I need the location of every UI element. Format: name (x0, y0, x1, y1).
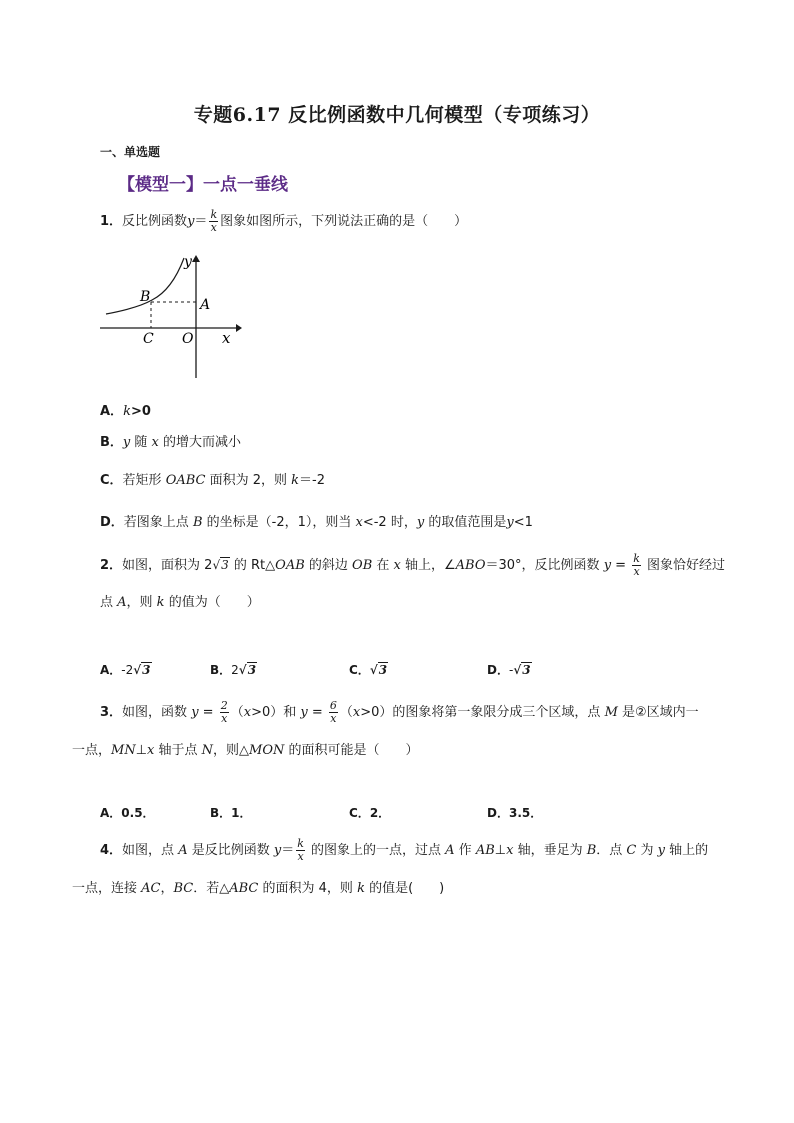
y-axis-arrow-icon (192, 255, 200, 262)
sqrt-icon: √3 (212, 558, 229, 572)
x-axis-arrow-icon (236, 324, 242, 332)
question-3-option-d: D．3.5． (487, 806, 543, 820)
sqrt-icon: √3 (513, 663, 531, 677)
question-1-option-b: B．y 随 x 的增大而减小 (100, 435, 242, 450)
question-2-option-d: D．-√3 (487, 663, 531, 677)
label-b: B (140, 289, 151, 305)
question-3-stem-line-2: 一点，MN⊥x 轴于点 N，则△MON 的面积可能是（ ） (72, 743, 419, 758)
sqrt-icon: √3 (133, 663, 151, 677)
hyperbola-curve (106, 258, 184, 314)
question-2-stem: 2．如图，面积为 2√3 的 Rt△OAB 的斜边 OB 在 x 轴上，∠ABO＝30°，反比例函数 y = $\frac{k}{x}$ 图象恰好经过 (100, 552, 726, 578)
question-2-option-c: C．√3 (349, 663, 388, 677)
label-y: y (184, 254, 192, 270)
question-3-stem: 3．如图，函数 y = $\frac{2}{x}$ （x>0）和 y = $\frac{6}{x}$ （x>0）的图象将第一象限分成三个区域，点 M 是②区域内一 (100, 699, 699, 725)
model-heading: 【模型一】一点一垂线 (118, 175, 288, 195)
question-1-stem: 1．反比例函数y＝ $\frac{k}{x}$ 图象如图所示，下列说法正确的是（ ） (100, 208, 468, 234)
question-3-option-c: C．2． (349, 806, 391, 820)
question-1-option-a: A．k>0 (100, 404, 151, 419)
question-number: 1． (100, 214, 123, 229)
question-1-option-c: C．若矩形 OABC 面积为 2，则 k＝-2 (100, 473, 326, 488)
fraction: $\frac{2}{x}$ (220, 699, 228, 725)
question-number: 2． (100, 558, 123, 573)
question-2-stem-line-2: 点 A，则 k 的值为（ ） (100, 595, 260, 610)
question-4-stem-line-2: 一点，连接 AC，BC．若△ABC 的面积为 4，则 k 的值是( ) (72, 881, 445, 896)
fraction: $\frac{k}{x}$ (633, 552, 640, 578)
sqrt-icon: √3 (238, 663, 257, 677)
question-3-option-b: B．1． (210, 806, 252, 820)
label-a: A (200, 297, 211, 313)
question-2-option-b: B．2√3 (210, 663, 257, 677)
question-number: 4． (100, 843, 123, 858)
fraction: $\frac{k}{x}$ (210, 208, 218, 234)
question-2-option-a: A．-2√3 (100, 663, 151, 677)
section-heading: 一、单选题 (100, 145, 161, 159)
sqrt-icon: √3 (369, 663, 388, 677)
label-o: O (182, 331, 194, 347)
function-graph (96, 248, 246, 382)
question-1-option-d: D．若图象上点 B 的坐标是（-2，1），则当 x<-2 时，y 的取值范围是y<1 (100, 515, 533, 530)
fraction: $\frac{k}{x}$ (297, 837, 304, 863)
label-x: x (222, 329, 231, 347)
page-title: 专题6.17 反比例函数中几何模型（专项练习） (193, 104, 601, 126)
question-4-stem: 4．如图，点 A 是反比例函数 y＝ $\frac{k}{x}$ 的图象上的一点，过点 A 作 AB⊥x 轴，垂足为 B．点 C 为 y 轴上的 (100, 837, 709, 863)
question-3-option-a: A．0.5． (100, 806, 155, 820)
question-number: 3． (100, 705, 123, 720)
label-c: C (143, 331, 154, 347)
fraction: $\frac{6}{x}$ (329, 699, 337, 725)
